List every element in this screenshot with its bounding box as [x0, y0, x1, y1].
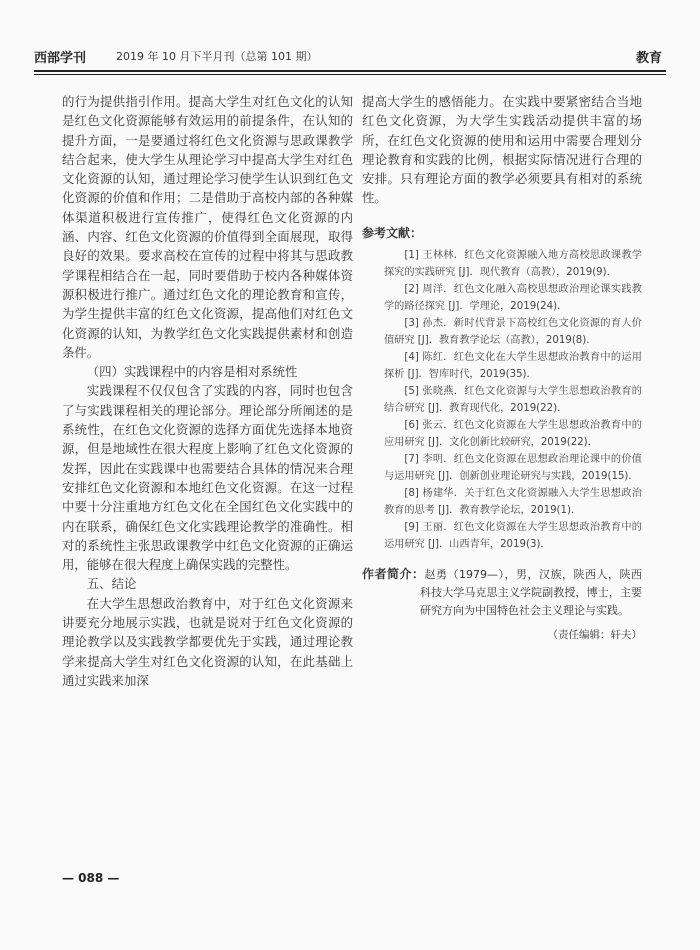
running-header: [34, 40, 666, 70]
body-paragraph: 提高大学生的感悟能力。在实践中要紧密结合当地红色文化资源，为大学生实践活动提供丰富的场所，在红色文化资源的使用和运用中需要合理划分理论教育和实践的比例，根据实际情况进行合理的安排。只有理论方面的教学必须要具有相对的系统性。: [362, 94, 642, 206]
body-paragraph: 的行为提供指引作用。提高大学生对红色文化的认知是红色文化资源能够有效运用的前提条件，在认知的提升方面，一是要通过将红色文化资源与思政课教学结合起来，使大学生从理论学习中提高大学生对红色文化资源的认知，通过理论学习使学生认识到红色文化资源的价值和作用；二是借助于高校内部的各种媒体渠道积极进行宣传推广，使得红色文化资源的内涵、内容、红色文化资源的价值得到全面展现，取得良好的效果。要求高校在宣传的过程中将其与思政教学课程相结合在一起，同时要借助于校内各种媒体资源积极进行推广。通过红色文化的理论教育和宣传，为学生提供丰富的红色文化资源，提高他们对红色文化资源的认知，为教学红色文化实践提供素材和创造条件。: [62, 94, 353, 360]
section-tag: 教育: [635, 51, 662, 66]
header-rule: [34, 70, 666, 72]
editor-note: （责任编辑：轩夫）: [547, 629, 642, 642]
body-paragraph: 在大学生思想政治教育中，对于红色文化资源来讲要充分地展示实践，也就是说对于红色文化资源的理论教学以及实践教学都要优先于实践，通过理论教学来提高大学生对红色文化资源的认知，在此基础上通过实践来加深: [62, 595, 353, 688]
subsection-heading: （四）实践课程中的内容是相对系统性: [86, 364, 298, 380]
section-heading: 五、结论: [86, 576, 137, 592]
reference-item: [6] 张云．红色文化资源在大学生思想政治教育中的应用研究 [J]．文化创新比较研究，2019(22)．: [384, 420, 642, 449]
body-paragraph: 实践课程不仅仅包含了实践的内容，同时也包含了与实践课程相关的理论部分。理论部分所阐述的是系统性，在红色文化资源的选择方面优先选择本地资源，但是地域性在很大程度上影响了红色文化资源的发挥，因此在实践课中也需要结合具体的情况来合理安排红色文化资源和本地红色文化资源。在这一过程中要十分注重地方红色文化在全国红色文化实践中的内在联系，确保红色文化实践理论教学的准确性。相对的系统性主张思政课教学中红色文化资源的正确运用，能够在很大程度上确保实践的完整性。: [62, 383, 353, 573]
reference-item: [7] 李明．红色文化资源在思想政治理论课中的价值与运用研究 [J]．创新创业理论研究与实践，2019(15)．: [384, 454, 642, 483]
header-rule-thin: [34, 74, 666, 75]
right-column: [362, 92, 642, 645]
author-label: 作者简介：: [362, 567, 425, 582]
page-number: — 088 —: [62, 871, 120, 885]
issue-info: 2019 年 10 月下半月刊（总第 101 期）: [116, 50, 318, 63]
left-column: [62, 92, 353, 690]
reference-item: [1] 王林林．红色文化资源融入地方高校思政课教学探究的实践研究 [J]．现代教育（高教），2019(9)．: [384, 250, 642, 279]
references-title: 参考文献：: [362, 225, 423, 240]
reference-item: [2] 周洋．红色文化融入高校思想政治理论课实践教学的路径探究 [J]．学理论，2019(24)．: [384, 284, 642, 313]
reference-item: [4] 陈红．红色文化在大学生思想政治教育中的运用探析 [J]．智库时代，2019(35)．: [384, 352, 642, 381]
author-text: 赵勇（1979—），男，汉族，陕西人，陕西科技大学马克思主义学院副教授，博士，主要研究方向为中国特色社会主义理论与实践。: [420, 568, 642, 618]
reference-item: [3] 孙杰．新时代背景下高校红色文化资源的育人价值研究 [J]．教育教学论坛（高教），2019(8)．: [384, 318, 642, 347]
reference-item: [9] 王丽．红色文化资源在大学生思想政治教育中的运用研究 [J]．山西青年，2019(3)．: [384, 522, 642, 551]
author-bio: [362, 565, 642, 620]
reference-item: [8] 杨建华．关于红色文化资源融入大学生思想政治教育的思考 [J]．教育教学论坛，2019(1)．: [384, 488, 642, 517]
journal-title: 西部学刊: [34, 51, 87, 66]
reference-item: [5] 张晓燕．红色文化资源与大学生思想政治教育的结合研究 [J]．教育现代化，2019(22)．: [384, 386, 642, 415]
